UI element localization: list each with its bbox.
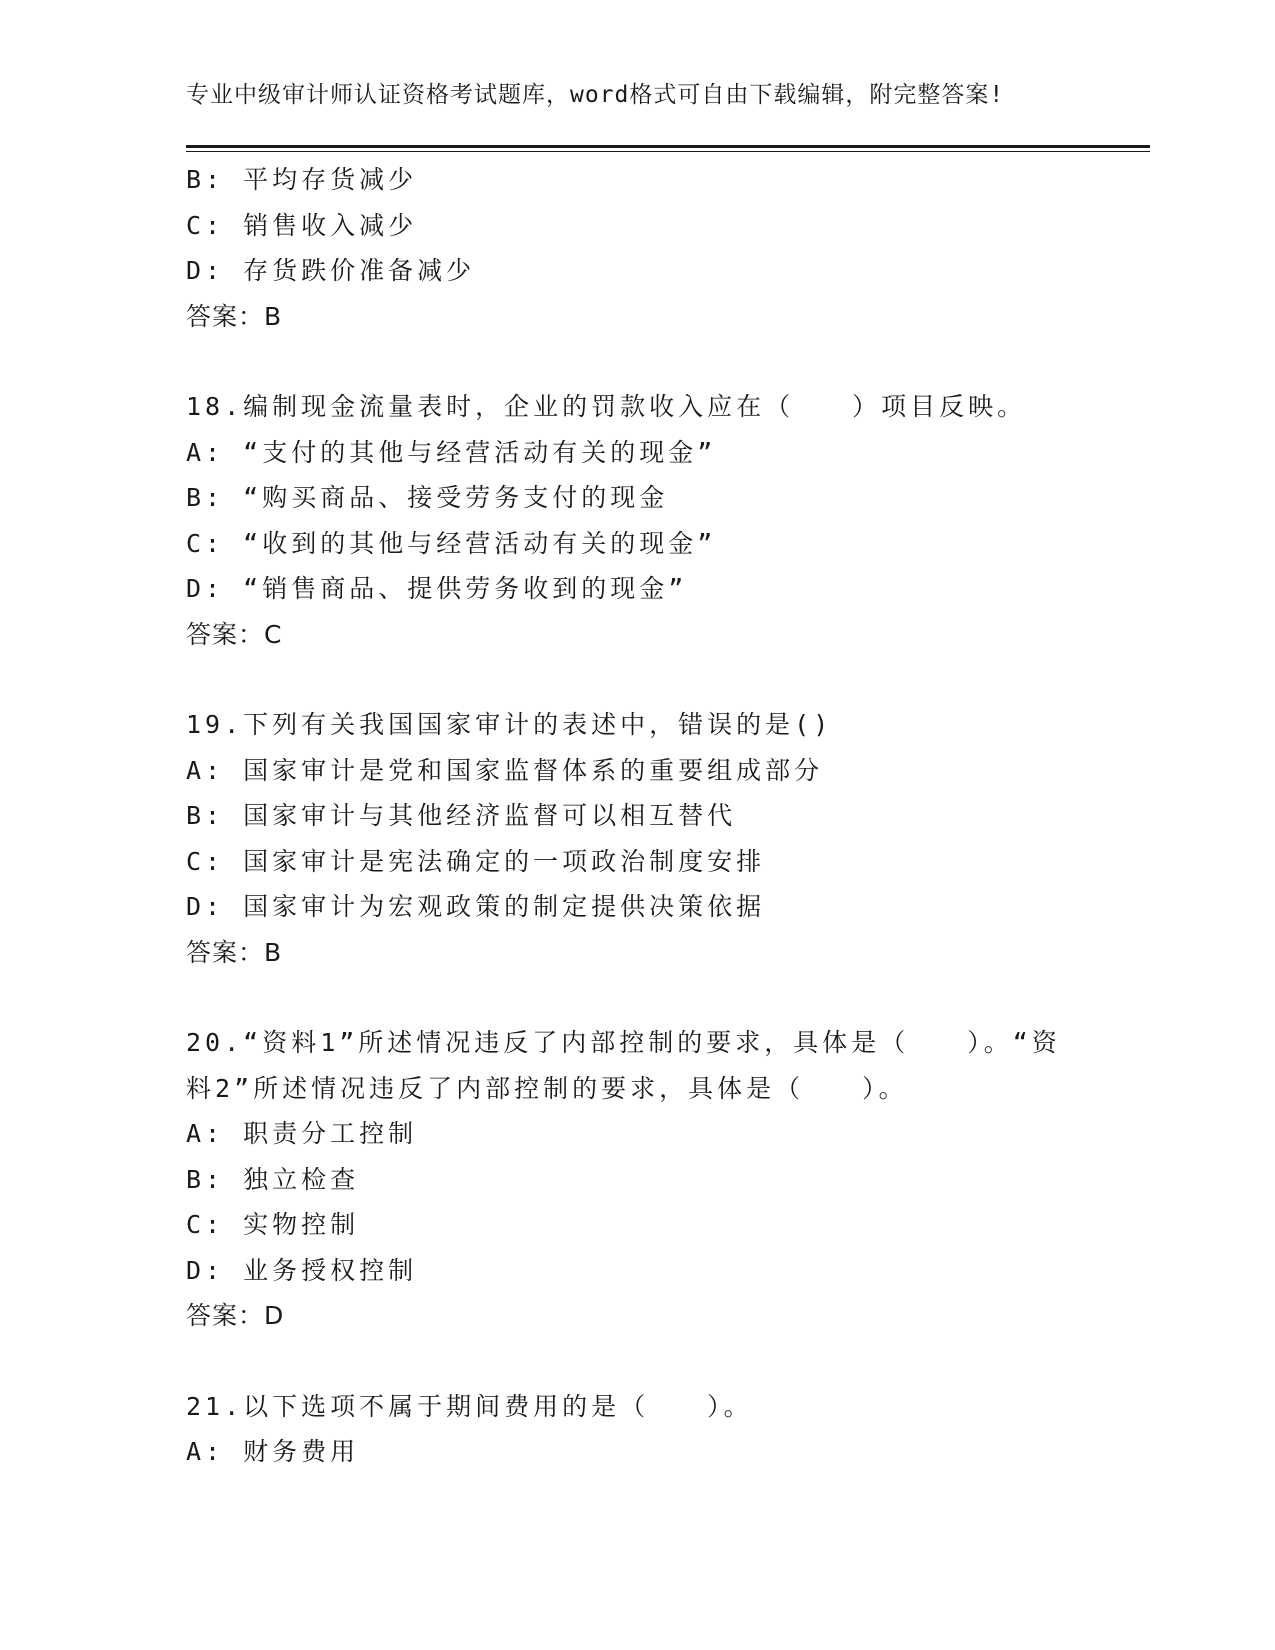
question-block-18 [186,384,1086,657]
option-b: B: 国家审计与其他经济监督可以相互替代 [186,801,737,830]
question-list [186,157,1086,1475]
question-block-17 [186,157,1086,339]
option-c: C: 国家审计是宪法确定的一项政治制度安排 [186,846,766,876]
answer-line: 答案：C [186,619,283,649]
option-b: B: 独立检查 [186,1164,360,1194]
header-rule-thick [186,145,1150,148]
page-header: 专业中级审计师认证资格考试题库，word格式可自由下载编辑，附完整答案! [186,82,1005,108]
option-a: A: 职责分工控制 [186,1119,418,1148]
answer-line: 答案：B [186,937,283,967]
question-stem: 21.以下选项不属于期间费用的是（ ）。 [186,1391,753,1421]
option-d: D: 国家审计为宏观政策的制定提供决策依据 [186,892,766,921]
option-b: B: 平均存货减少 [186,165,418,194]
question-stem: 19.下列有关我国国家审计的表述中，错误的是() [186,710,833,739]
option-a: A: 国家审计是党和国家监督体系的重要组成部分 [186,755,824,785]
option-d: D: 业务授权控制 [186,1255,418,1285]
option-a: A: “支付的其他与经营活动有关的现金” [186,437,717,467]
option-d: D: 存货跌价准备减少 [186,256,476,285]
option-d: D: “销售商品、提供劳务收到的现金” [186,574,688,603]
header-rule-thin [186,151,1150,152]
question-stem: 20.“资料1”所述情况违反了内部控制的要求，具体是（ ）。“资料2”所述情况违反了内部控制的要求，具体是（ ）。 [186,1028,1061,1103]
option-c: C: 实物控制 [186,1210,360,1239]
question-block-21 [186,1384,1086,1475]
option-a: A: 财务费用 [186,1437,360,1466]
option-b: B: “购买商品、接受劳务支付的现金 [186,483,669,512]
question-stem: 18.编制现金流量表时，企业的罚款收入应在（ ）项目反映。 [186,392,1027,421]
option-c: C: “收到的其他与经营活动有关的现金” [186,528,717,558]
answer-line: 答案：D [186,1301,285,1330]
answer-line: 答案：B [186,301,283,331]
question-block-20 [186,1020,1086,1339]
option-c: C: 销售收入减少 [186,210,418,240]
question-block-19 [186,702,1086,975]
